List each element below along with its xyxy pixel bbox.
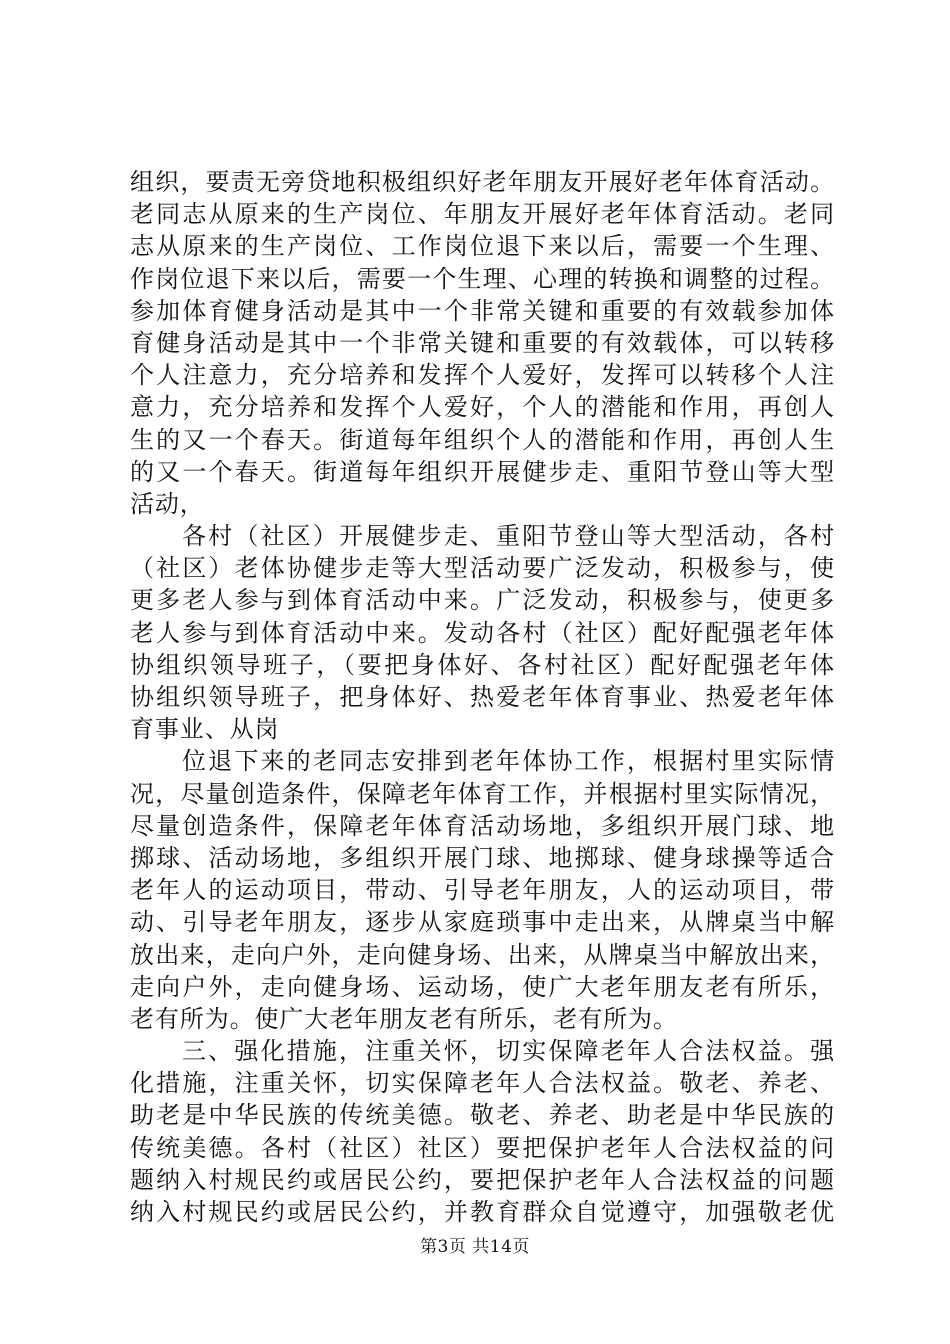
text-line: 纳入村规民约或居民公约，并教育群众自觉遵守，加强敬老优 [130,1198,835,1226]
text-line: 掷球、活动场地，多组织开展门球、地掷球、健身球操等适合 [130,843,835,872]
text-line: 各村（社区）开展健步走、重阳节登山等大型活动，各村 [182,522,835,551]
text-line: 传统美德。各村（社区）社区）要把保护老年人合法权益的问 [130,1133,835,1162]
text-line: 老有所为。使广大老年朋友老有所乐，老有所为。 [130,1004,678,1033]
text-line: 位退下来的老同志安排到老年体协工作，根据村里实际情 [182,747,835,776]
text-line: 协组织领导班子，（要把身体好、各村社区）配好配强老年体 [130,650,835,679]
text-line: 参加体育健身活动是其中一个非常关键和重要的有效载参加体 [130,296,835,325]
text-line: 老年人的运动项目，带动、引导老年朋友，人的运动项目，带 [130,876,835,905]
text-line: 活动， [130,489,205,518]
text-line: （社区）老体协健步走等大型活动要广泛发动，积极参与，使 [130,554,835,583]
text-line: 放出来，走向户外，走向健身场、出来，从牌桌当中解放出来， [130,940,835,969]
text-line: 作岗位退下来以后，需要一个生理、心理的转换和调整的过程。 [130,264,835,293]
text-line: 况，尽量创造条件，保障老年体育工作，并根据村里实际情况， [130,779,835,808]
text-line: 三、强化措施，注重关怀，切实保障老年人合法权益。强 [182,1037,835,1066]
text-line: 育事业、从岗 [130,715,280,744]
text-line: 老人参与到体育活动中来。发动各村（社区）配好配强老年体 [130,618,835,647]
text-line: 老同志从原来的生产岗位、年朋友开展好老年体育活动。老同 [130,200,835,229]
body-text [130,166,835,1228]
text-line: 育健身活动是其中一个非常关键和重要的有效载体，可以转移 [130,328,835,357]
text-line: 动、引导老年朋友，逐步从家庭琐事中走出来，从牌桌当中解 [130,908,835,937]
text-line: 题纳入村规民约或居民公约，要把保护老年人合法权益的问题 [130,1165,835,1194]
text-line: 协组织领导班子，把身体好、热爱老年体育事业、热爱老年体 [130,683,835,711]
text-line: 志从原来的生产岗位、工作岗位退下来以后，需要一个生理、 [130,232,835,261]
text-line: 意力，充分培养和发挥个人爱好，个人的潜能和作用，再创人 [130,393,835,422]
text-line: 走向户外，走向健身场、运动场，使广大老年朋友老有所乐， [130,972,835,1001]
text-line: 生的又一个春天。街道每年组织个人的潜能和作用，再创人生 [130,425,835,454]
text-line: 的又一个春天。街道每年组织开展健步走、重阳节登山等大型 [130,457,835,486]
text-line: 组织，要责无旁贷地积极组织好老年朋友开展好老年体育活动。 [130,168,835,196]
text-line: 更多老人参与到体育活动中来。广泛发动，积极参与，使更多 [130,586,835,615]
text-line: 助老是中华民族的传统美德。敬老、养老、助老是中华民族的 [130,1101,835,1130]
text-line: 化措施，注重关怀，切实保障老年人合法权益。敬老、养老、 [130,1069,835,1098]
text-line: 个人注意力，充分培养和发挥个人爱好，发挥可以转移个人注 [130,361,835,390]
page-footer: 第3页 共14页 [420,1237,530,1257]
text-line: 尽量创造条件，保障老年体育活动场地，多组织开展门球、地 [130,811,835,840]
